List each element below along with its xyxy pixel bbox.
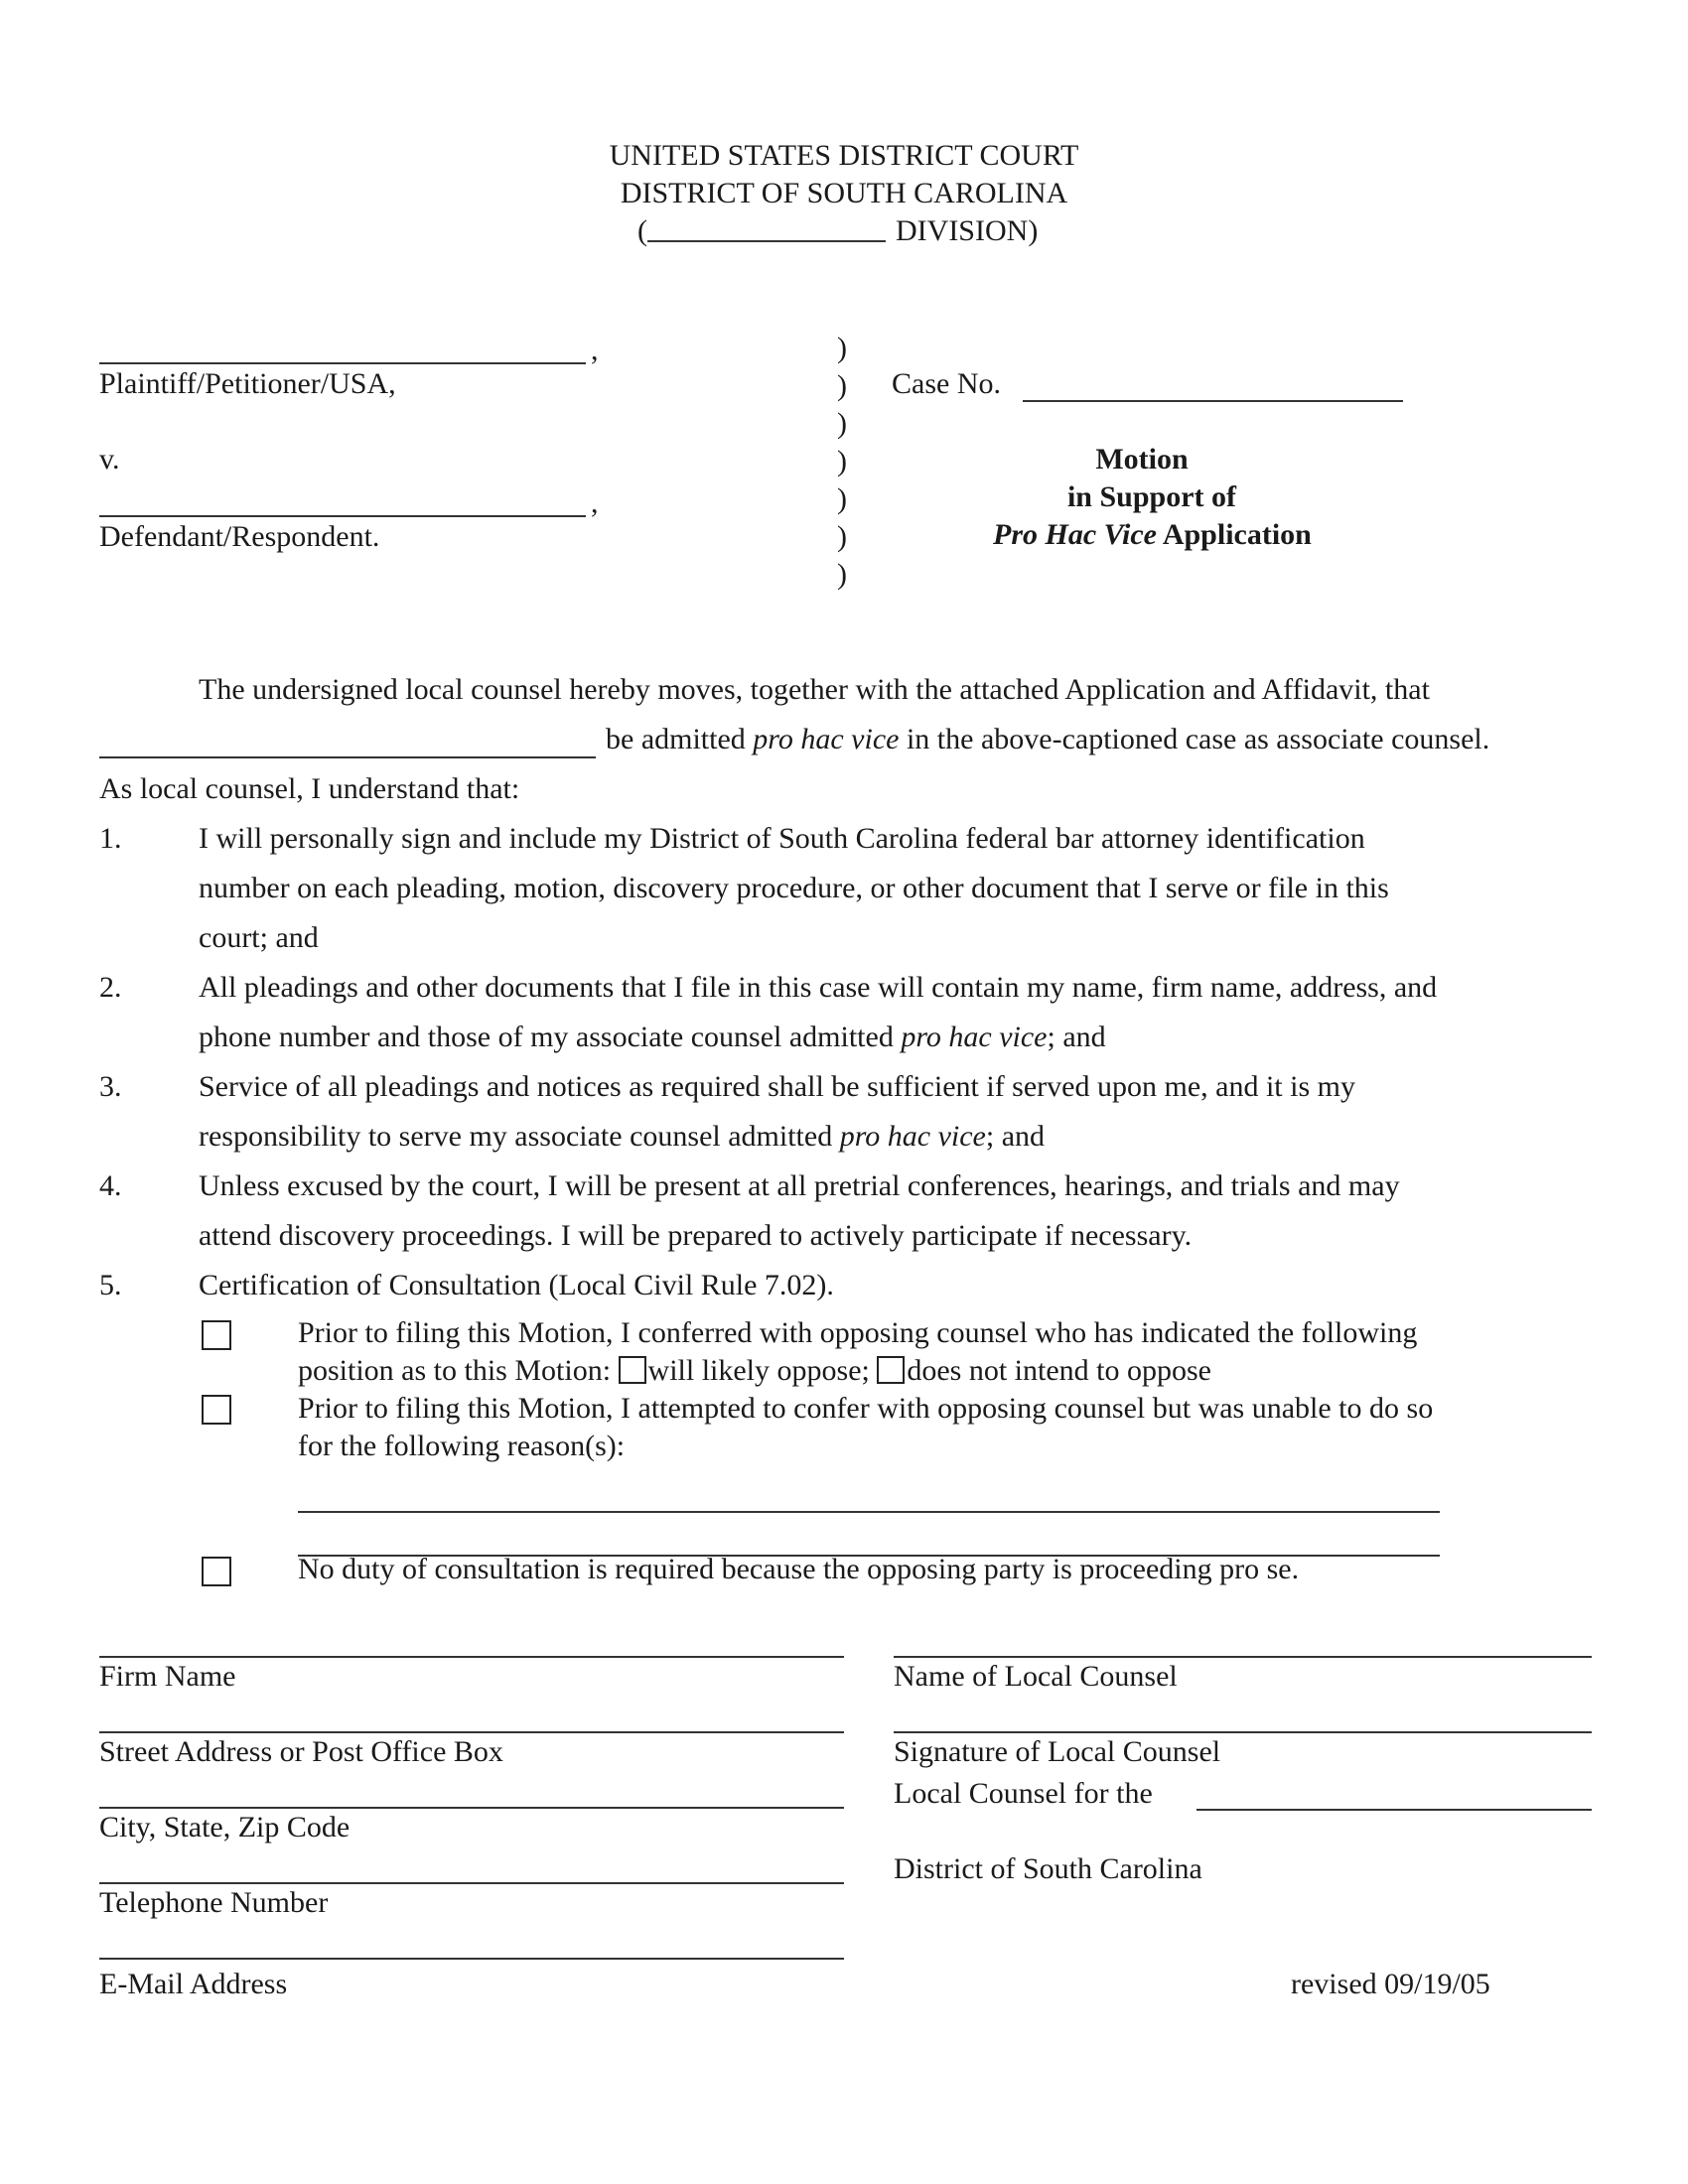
city-state-zip-field[interactable]: [99, 1807, 844, 1809]
consulted-line2: [298, 1354, 1211, 1388]
item-1-line3: court; and: [199, 921, 319, 954]
local-counsel-for-field[interactable]: [1196, 1809, 1592, 1811]
attempted-confer-checkbox[interactable]: [202, 1395, 231, 1425]
item-2-line2: [199, 1021, 1106, 1054]
court-name: UNITED STATES DISTRICT COURT: [609, 139, 1079, 172]
reason-field-line1[interactable]: [298, 1511, 1440, 1513]
division-line: [637, 214, 1038, 248]
item-2-line2-italic: pro hac vice: [901, 1021, 1048, 1053]
item-3-line2-pre: responsibility to serve my associate counsel admitted: [199, 1120, 840, 1153]
item-number: 3.: [99, 1070, 122, 1103]
defendant-comma: ,: [591, 486, 599, 519]
city-state-zip-label: City, State, Zip Code: [99, 1811, 351, 1843]
motion-title-italic: Pro Hac Vice: [993, 518, 1157, 551]
division-field[interactable]: [647, 214, 886, 242]
item-4-line1: Unless excused by the court, I will be present at all pretrial conferences, hearings, and trials and may: [199, 1169, 1400, 1202]
item-2-line1: All pleadings and other documents that I file in this case will contain my name, firm name, address, and: [199, 971, 1438, 1004]
local-counsel-signature-field[interactable]: [894, 1731, 1592, 1733]
district-label: District of South Carolina: [894, 1852, 1202, 1885]
associate-counsel-field[interactable]: [99, 756, 596, 758]
motion-title-line3: [993, 518, 1312, 552]
caption-paren: ): [837, 407, 847, 440]
admitted-text: [606, 723, 1489, 756]
local-counsel-name-field[interactable]: [894, 1656, 1592, 1658]
email-label: E-Mail Address: [99, 1968, 288, 2000]
item-number: 4.: [99, 1169, 122, 1202]
telephone-field[interactable]: [99, 1882, 844, 1884]
item-1-line2: number on each pleading, motion, discovery procedure, or other document that I serve or file in this: [199, 872, 1389, 904]
understand-text: As local counsel, I understand that:: [99, 772, 520, 805]
caption-paren: ): [837, 520, 847, 553]
item-3-line2: [199, 1120, 1045, 1154]
versus-label: v.: [99, 443, 120, 476]
plaintiff-comma: ,: [591, 334, 599, 366]
email-field[interactable]: [99, 1958, 844, 1960]
attempted-line1: Prior to filing this Motion, I attempted to confer with opposing counsel but was unable to do so: [298, 1392, 1434, 1425]
item-2-line2-pre: phone number and those of my associate counsel admitted: [199, 1021, 902, 1053]
consulted-line2-pre: position as to this Motion:: [298, 1354, 619, 1387]
revised-date: revised 09/19/05: [1291, 1968, 1490, 2000]
defendant-label: Defendant/Respondent.: [99, 520, 380, 553]
not-oppose-label: does not intend to oppose: [907, 1354, 1211, 1387]
motion-title-line2: in Support of: [1066, 480, 1237, 513]
item-2-line2-post: ; and: [1047, 1021, 1106, 1053]
motion-title-line1: Motion: [1095, 443, 1189, 476]
division-suffix: DIVISION): [896, 214, 1039, 247]
local-counsel-name-label: Name of Local Counsel: [894, 1660, 1178, 1693]
telephone-label: Telephone Number: [99, 1886, 329, 1919]
local-counsel-for-label: Local Counsel for the: [894, 1777, 1153, 1810]
will-oppose-checkbox[interactable]: [619, 1356, 646, 1384]
not-oppose-checkbox[interactable]: [877, 1356, 905, 1384]
item-number: 2.: [99, 971, 122, 1004]
plaintiff-label: Plaintiff/Petitioner/USA,: [99, 367, 396, 400]
admitted-post: in the above-captioned case as associate counsel.: [899, 723, 1490, 755]
case-no-label: Case No.: [892, 367, 1001, 400]
local-counsel-signature-label: Signature of Local Counsel: [894, 1735, 1221, 1768]
firm-name-label: Firm Name: [99, 1660, 236, 1693]
item-3-line2-italic: pro hac vice: [839, 1120, 986, 1153]
district-name: DISTRICT OF SOUTH CAROLINA: [620, 177, 1068, 209]
case-no-field[interactable]: [1023, 400, 1403, 402]
item-3-line1: Service of all pleadings and notices as required shall be sufficient if served upon me, and it is my: [199, 1070, 1355, 1103]
motion-title-rest: Application: [1156, 518, 1312, 551]
admitted-italic: pro hac vice: [753, 723, 900, 755]
will-oppose-label: will likely oppose;: [647, 1354, 878, 1387]
caption-paren: ): [837, 482, 847, 515]
attempted-line2: for the following reason(s):: [298, 1430, 626, 1462]
firm-name-field[interactable]: [99, 1656, 844, 1658]
item-1-line1: I will personally sign and include my District of South Carolina federal bar attorney identification: [199, 822, 1365, 855]
item-number: 5.: [99, 1269, 122, 1301]
caption-paren: ): [837, 332, 847, 364]
consulted-checkbox[interactable]: [202, 1320, 231, 1350]
intro-text: The undersigned local counsel hereby moves, together with the attached Application and Affidavit, that: [199, 673, 1430, 706]
item-4-line2: attend discovery proceedings. I will be prepared to actively participate if necessary.: [199, 1219, 1193, 1252]
division-open-paren: (: [637, 214, 647, 247]
caption-paren: ): [837, 558, 847, 591]
item-3-line2-post: ; and: [985, 1120, 1046, 1153]
caption-paren: ): [837, 445, 847, 478]
pro-se-checkbox[interactable]: [202, 1557, 231, 1586]
defendant-field[interactable]: [99, 515, 586, 517]
caption-paren: ): [837, 369, 847, 402]
pro-se-text: No duty of consultation is required because the opposing party is proceeding pro se.: [298, 1553, 1300, 1585]
street-address-label: Street Address or Post Office Box: [99, 1735, 503, 1768]
item-5-line1: Certification of Consultation (Local Civil Rule 7.02).: [199, 1269, 834, 1301]
item-number: 1.: [99, 822, 122, 855]
admitted-pre: be admitted: [606, 723, 754, 755]
plaintiff-field[interactable]: [99, 362, 586, 364]
street-address-field[interactable]: [99, 1731, 844, 1733]
consulted-line1: Prior to filing this Motion, I conferred with opposing counsel who has indicated the following: [298, 1316, 1418, 1349]
